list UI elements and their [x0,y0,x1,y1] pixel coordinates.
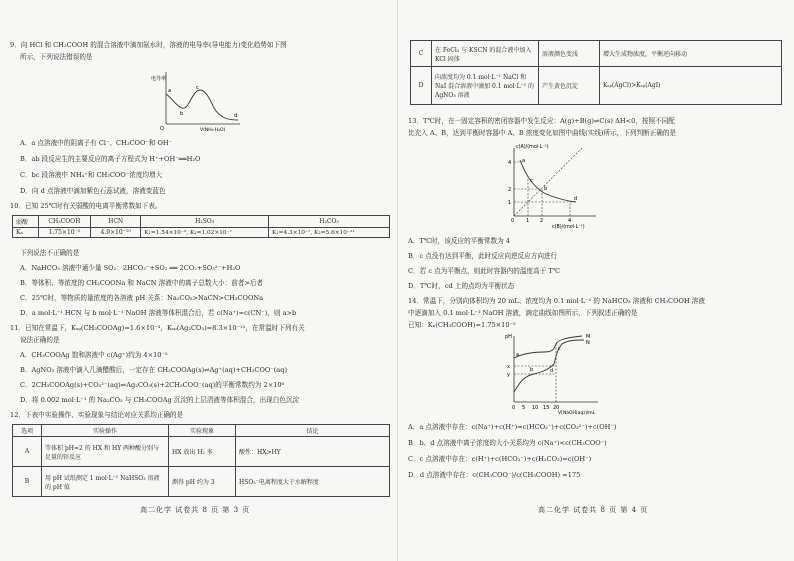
q13-ytick: 4 [508,160,512,166]
q12-table-row-d [411,67,782,105]
q14-stem-line1: 14．常温下，分别向体积均为 20 mL、浓度均为 0.1 mol·L⁻¹ 的 NaHCO₃ 溶液和 CH₃COOH 溶液 [408,297,705,305]
q12-stem: 12．下表中实验操作、实验现象与结论对应关系均正确的是 [10,411,184,419]
q12-cell: 用 pH 试纸测定 1 mol·L⁻¹ NaHSO₃ 溶液的 pH 值 [42,467,169,497]
q12-header-cell: 实验现象 [169,425,236,437]
q12-cell: B [13,467,42,497]
q9-point-c: c [196,85,199,91]
q14-option-d: D．d 点溶液中存在：c(CH₃COO⁻)/c(CH₃COOH) =175 [408,471,581,479]
q13-option-d: D．T℃时，cd 上的点均为平衡状态 [408,282,515,290]
q12-cell: Kₛₚ(AgCl)>Kₛₚ(AgI) [600,67,782,105]
q10-option-d: D．a mol·L⁻¹ HCN 与 b mol·L⁻¹ NaOH 溶液等体积混合后，若 c(Na⁺)=c(CN⁻)，则 a>b [20,309,297,317]
q9-conductivity-graph [150,68,246,132]
q14-graph-ylabel: pH [505,334,512,340]
q14-xtick: 15 [543,405,550,411]
q10-value-cell: K₁=1.54×10⁻², K₂=1.02×10⁻⁷ [141,228,269,238]
q14-point-a: a [516,352,520,358]
q13-point-a: a [522,158,526,164]
q14-curve-m: M [586,334,591,340]
q9-point-d: d [234,113,238,119]
q13-ytick: 2 [508,187,512,193]
q14-xtick: 20 [553,405,560,411]
q9-graph-xlabel: V(NH₃·H₂O) [200,128,226,132]
q12-cell: C [411,41,432,67]
q9-option-a: A．a 点溶液中的阴离子有 Cl⁻、CH₃COO⁻和 OH⁻ [20,139,173,147]
q12-cell: 增大生成物浓度，平衡逆向移动 [600,41,782,67]
q13-ytick: 1 [508,200,512,206]
q12-cell: HSO₃⁻电离程度大于水解程度 [236,467,390,497]
q12-cell: 溶液颜色变浅 [539,41,600,67]
q13-xtick: 4 [568,218,572,224]
q10-header-cell: CH₃COOH [38,216,90,228]
q10-table-header-row [13,216,390,228]
q14-level-y: y [507,372,510,378]
q9-stem-line1: 9．向 HCl 和 CH₃COOH 的混合溶液中滴加氨水时，溶液的电导率(导电能力)变化趋势如下图 [10,41,287,49]
q14-option-b: B．b、d 点溶液中离子浓度的大小关系均为 c(Na⁺)<c(CH₃COO⁻) [408,439,607,447]
q14-titration-graph [502,330,602,416]
q13-xtick: 1 [526,218,530,224]
q13-stem-line1: 13．T℃时，在一固定容积的密闭容器中发生反应：A(g)+B(g)⇌C(s) ΔH<0，按照不同配 [408,117,675,125]
q9-origin: O [160,126,164,132]
q12-cell: HX 放出 H₂ 多 [169,437,236,467]
q12-table-header-row [13,425,390,437]
q10-header-cell: HCN [91,216,141,228]
q10-value-cell: K₁=4.3×10⁻⁷, K₂=5.6×10⁻¹¹ [269,228,390,238]
q10-option-b: B．等体积、等浓度的 CH₃COONa 和 NaCN 溶液中的离子总数大小：前者>后者 [20,279,264,287]
q12-table-row-a [13,437,390,467]
q14-known: 已知：Kₐ(CH₃COOH)=1.75×10⁻⁵ [408,321,516,329]
q12-table-row-b [13,467,390,497]
q12-table-row-c [411,41,782,67]
q13-graph-ylabel: c(A)/(mol·L⁻¹) [516,145,549,150]
q10-option-c: C．25℃时，等物质的量浓度的各溶液 pH 关系：Na₂CO₃>NaCN>CH₃COONa [20,294,264,302]
q12-cell: 测得 pH 约为 3 [169,467,236,497]
q13-option-a: A．T℃时，该反应的平衡常数为 4 [408,237,510,245]
q14-point-d: d [550,368,554,374]
q14-xtick: 5 [522,405,526,411]
q12-cell: 在 FeCl₃ 与 KSCN 的混合液中加入 KCl 固体 [432,41,539,67]
q14-xtick: 0 [512,405,516,411]
q9-stem-line2: 所示，下列说法错误的是 [20,53,93,61]
q13-xtick: 0 [511,218,515,224]
q10-value-cell: 1.75×10⁻⁵ [38,228,90,238]
q14-xtick: 10 [532,405,539,411]
q12-cell: 酸性：HX>HY [236,437,390,467]
q10-subprompt: 下列说法不正确的是 [20,249,80,257]
q9-option-c: C．bc 段溶液中 NH₄⁺和 CH₃COO⁻浓度均增大 [20,171,163,179]
q11-option-c: C．2CH₃COOAg(s)+CO₃²⁻(aq)⇌Ag₂CO₃(s)+2CH₃COO⁻(aq)的平衡常数约为 2×10⁶ [20,381,285,389]
q11-stem-line2: 说法正确的是 [20,336,60,344]
q12-cell: 等体积 pH=2 的 HX 和 HY 两种酸分别与足量的锌反应 [42,437,169,467]
q11-option-b: B．AgNO₃ 溶液中滴入几滴醋酸后，一定存在 CH₃COOAg(s)⇌Ag⁺(aq)+CH₃COO⁻(aq) [20,366,288,374]
q13-point-b: b [544,186,548,192]
q14-point-b: b [530,367,534,373]
right-page-footer: 高二化学 试卷共 8 页 第 4 页 [538,506,649,514]
q13-xtick: 2 [540,218,544,224]
q10-value-cell: 4.9×10⁻¹⁰ [91,228,141,238]
q14-option-a: A．a 点溶液中存在：c(Na⁺)+c(H⁺)=c(HCO₃⁻)+c(CO₃²⁻)+c(OH⁻) [408,423,617,431]
q13-point-c: c [530,178,533,184]
q13-equilibrium-graph [502,140,602,230]
q10-value-cell: Kₐ [13,228,39,238]
q13-graph-xlabel: c(B)/(mol·L⁻¹) [552,225,585,230]
q10-option-a: A．NaHCO₃ 溶液中通少量 SO₂：2HCO₃⁻+SO₂ ══ 2CO₂+SO₃²⁻+H₂O [20,264,241,272]
q13-point-d: d [574,196,578,202]
q11-option-a: A．CH₃COOAg 饱和溶液中 c(Ag⁺)约为 4×10⁻² [20,351,168,359]
q10-table-value-row [13,228,390,238]
q13-option-c: C．若 c 点为平衡点，则此时容器内的温度高于 T℃ [408,267,561,275]
q9-option-b: B．ab 段反应生的主要反应的离子方程式为 H⁺+OH⁻══H₂O [20,155,201,163]
q10-header-cell: H₂SO₃ [141,216,269,228]
q12-cell: A [13,437,42,467]
q12-table-continued [410,40,782,105]
q14-stem-line2: 中逐滴加入 0.1 mol·L⁻¹ NaOH 溶液，滴定曲线如图所示，下列叙述正确的是 [408,309,638,317]
q9-point-b: b [180,111,184,117]
q9-graph-ylabel: 电导率 [151,76,167,82]
q12-cell: 向浓度均为 0.1 mol·L⁻¹ NaCl 和 NaI 混合溶液中滴加 0.1 mol·L⁻¹ 的 AgNO₃ 溶液 [432,67,539,105]
left-page-footer: 高二化学 试卷共 8 页 第 3 页 [140,506,251,514]
q12-header-cell: 结论 [236,425,390,437]
q10-ka-table [12,215,390,238]
q12-header-cell: 选项 [13,425,42,437]
q13-option-b: B．c 点没有达到平衡，此时反应向逆反应方向进行 [408,252,558,260]
q13-stem-line2: 比充入 A、B，达到平衡时容器中 A、B 浓度变化如图中曲线(实线)所示，下列判断正确的是 [408,129,677,137]
q10-header-cell: H₂CO₃ [269,216,390,228]
q14-graph-xlabel: V[NaOH(aq)]/mL [558,411,596,416]
q11-option-d: D．将 0.002 mol·L⁻¹ 的 Na₂CO₃ 与 CH₃COOAg 沉淀的上层清液等体积混合，出现白色沉淀 [20,396,300,404]
q12-cell: D [411,67,432,105]
q9-point-a: a [168,88,172,94]
q12-cell: 产生黄色沉淀 [539,67,600,105]
q14-curve-n: N [586,340,590,346]
q9-option-d: D．向 d 点溶液中滴加紫色石蕊试液，溶液变蓝色 [20,187,166,195]
q12-experiment-table [12,424,390,497]
q10-stem: 10．已知 25℃时有关弱酸的电离平衡常数如下表。 [10,202,162,210]
q12-header-cell: 实验操作 [42,425,169,437]
q10-header-cell: 弱酸 [13,216,39,228]
q11-stem-line1: 11．已知在常温下，Kₛₚ(CH₃COOAg)=1.6×10⁻³，Kₛₚ(Ag₂CO₃)=8.3×10⁻¹²，在常温时下列有关 [10,324,305,332]
q14-point-c: c [558,346,561,352]
q14-option-c: C．c 点溶液中存在：c(H⁺)+c(HCO₃⁻)+c(H₂CO₃)=c(OH⁻) [408,455,592,463]
right-page [397,0,794,561]
q14-level-x: x [507,364,510,370]
